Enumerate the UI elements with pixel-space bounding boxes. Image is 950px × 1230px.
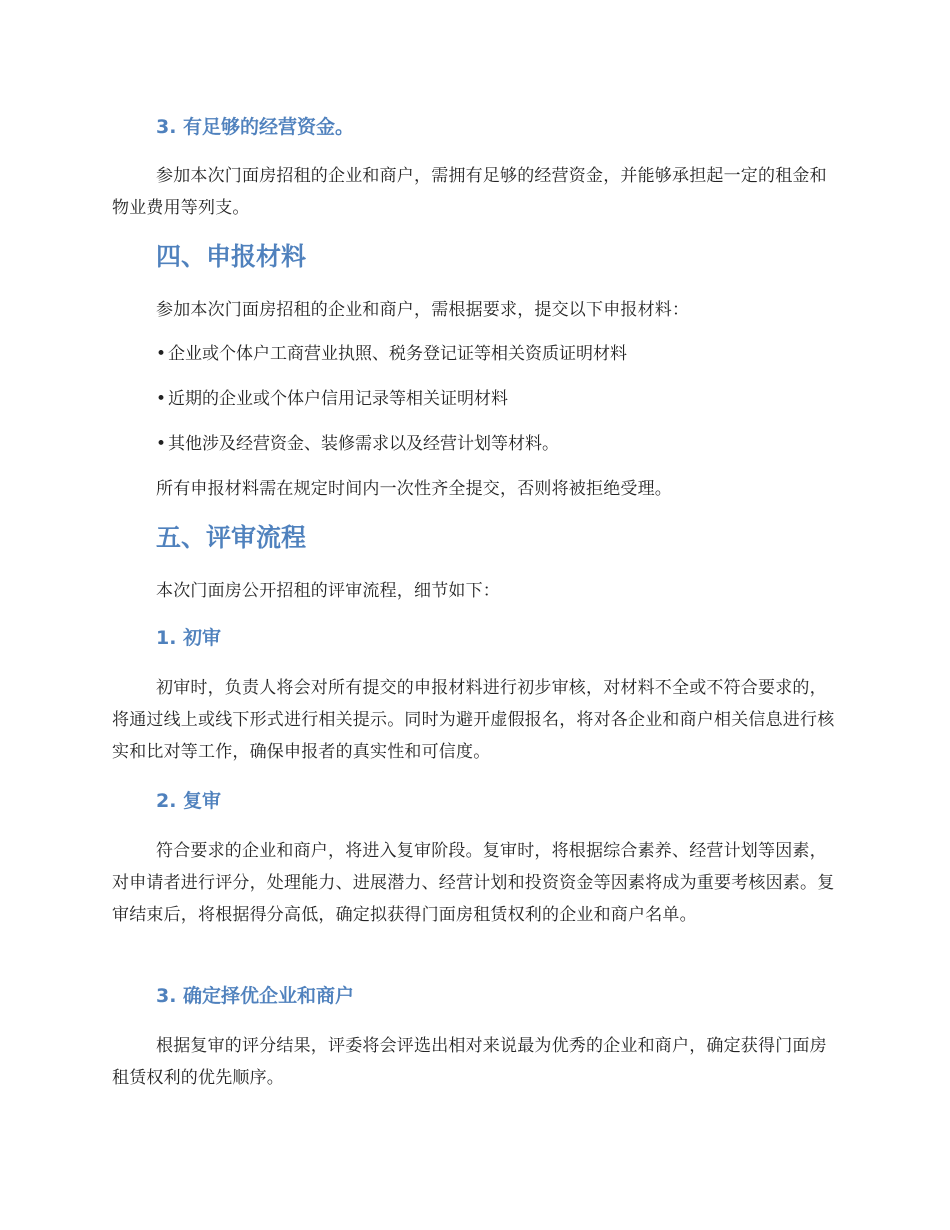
list-item: [156, 383, 846, 415]
step-1-paragraph: 初审时，负责人将会对所有提交的申报材料进行初步审核，对材料不全或不符合要求的，将通过线上或线下形式进行相关提示。同时为避开虚假报名，将对各企业和商户相关信息进行核实和比对等工作，确保申报者的真实性和可信度。: [112, 678, 835, 762]
section-5-intro: 本次门面房公开招租的评审流程，细节如下：: [156, 581, 500, 601]
list-item: [156, 428, 846, 460]
section-4-intro: 参加本次门面房招租的企业和商户，需根据要求，提交以下申报材料：: [156, 300, 690, 320]
section-4-closing: 所有申报材料需在规定时间内一次性齐全提交，否则将被拒绝受理。: [156, 479, 672, 499]
section-4-heading: 四、申报材料: [156, 242, 307, 271]
bullet-marker: •: [156, 434, 167, 454]
step-3-heading: 3. 确定择优企业和商户: [156, 985, 355, 1007]
list-item: [156, 338, 846, 370]
bullet-marker: •: [156, 389, 167, 409]
bullet-marker: •: [156, 344, 167, 364]
step-2-paragraph: 符合要求的企业和商户，将进入复审阶段。复审时，将根据综合素养、经营计划等因素，对申请者进行评分，处理能力、进展潜力、经营计划和投资资金等因素将成为重要考核因素。复审结束后，将根据得分高低，确定拟获得门面房租赁权利的企业和商户名单。: [112, 841, 835, 925]
section-3-heading: 3. 有足够的经营资金。: [156, 116, 355, 138]
step-3-paragraph: 根据复审的评分结果，评委将会评选出相对来说最为优秀的企业和商户，确定获得门面房租赁权利的优先顺序。: [112, 1036, 827, 1088]
step-2-heading: 2. 复审: [156, 790, 222, 812]
list-item-text: 企业或个体户工商营业执照、税务登记证等相关资质证明材料: [168, 344, 627, 364]
step-1-heading: 1. 初审: [156, 627, 222, 649]
section-3-paragraph: 参加本次门面房招租的企业和商户，需拥有足够的经营资金，并能够承担起一定的租金和物业费用等列支。: [112, 166, 827, 218]
section-5-heading: 五、评审流程: [156, 523, 307, 552]
list-item-text: 近期的企业或个体户信用记录等相关证明材料: [168, 389, 508, 409]
list-item-text: 其他涉及经营资金、装修需求以及经营计划等材料。: [168, 434, 559, 454]
